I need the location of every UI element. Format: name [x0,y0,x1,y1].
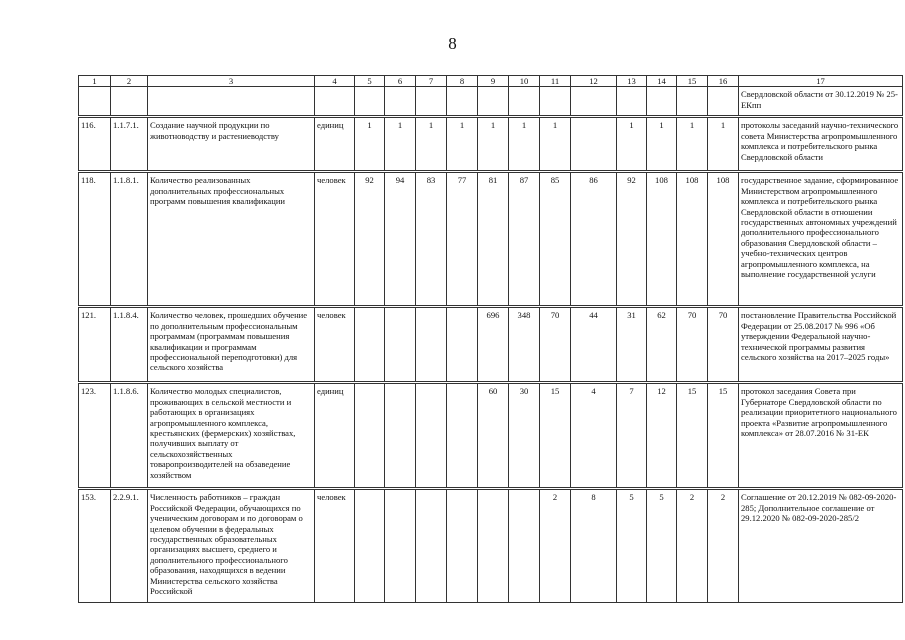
table-cell-col-6: 1 [385,117,416,172]
table-cell-col-9: 81 [478,172,509,307]
table-cell-col-14: 1 [647,117,677,172]
table-cell-col-17: протоколы заседаний научно-технического совета Министерства агропромышленного комплекса и потребительского рынка Свердловской области [739,117,903,172]
table-cell-col-2: 1.1.8.4. [111,307,148,383]
table-cell-col-8 [447,307,478,383]
table-cell-col-10: 30 [509,383,540,489]
column-number: 1 [79,76,111,87]
table-cell-col-1: 121. [79,307,111,383]
table-cell-col-13: 1 [617,117,647,172]
table-cell-col-2: 1.1.8.1. [111,172,148,307]
table-cell-col-1: 123. [79,383,111,489]
table-cell-col-1 [79,87,111,117]
table-cell-col-15: 2 [677,489,708,603]
table-cell-col-14: 5 [647,489,677,603]
column-number: 13 [617,76,647,87]
table-row [79,172,903,307]
table-cell-col-16: 15 [708,383,739,489]
table-cell-col-4: единиц [315,117,355,172]
table-cell-col-14: 12 [647,383,677,489]
column-number: 15 [677,76,708,87]
table-cell-col-15: 70 [677,307,708,383]
table-cell-col-9 [478,87,509,117]
table-cell-col-11: 85 [540,172,571,307]
table-cell-col-12 [571,87,617,117]
table-cell-col-10 [509,489,540,603]
table-cell-col-13: 31 [617,307,647,383]
table-cell-col-13: 7 [617,383,647,489]
column-number: 2 [111,76,148,87]
table-cell-col-6 [385,489,416,603]
table-cell-col-3: Создание научной продукции по животноводству и растениеводству [148,117,315,172]
table-row [79,307,903,383]
table-cell-col-11: 15 [540,383,571,489]
table-cell-col-2: 1.1.8.6. [111,383,148,489]
table-cell-col-3: Количество человек, прошедших обучение по дополнительным профессиональным программам (программам повышения квалификации и программам профессиональной переподготовки) для сельского хозяйства [148,307,315,383]
table-cell-col-5: 92 [355,172,385,307]
table-cell-col-8 [447,489,478,603]
table-cell-col-7 [416,87,447,117]
table-cell-col-16: 108 [708,172,739,307]
table-cell-col-7: 1 [416,117,447,172]
table-cell-col-1: 118. [79,172,111,307]
table-cell-col-7 [416,383,447,489]
table-row [79,117,903,172]
table-cell-col-3: Количество молодых специалистов, проживающих в сельской местности и работающих в организациях агропромышленного комплекса, крестьянских (фермерских) хозяйствах, получивших выплату от сельскохозяйственных товаропроизводителей на обзаведение хозяйством [148,383,315,489]
column-number: 9 [478,76,509,87]
table-cell-col-5 [355,87,385,117]
column-number: 14 [647,76,677,87]
table-cell-col-11 [540,87,571,117]
table-cell-col-5 [355,383,385,489]
table-cell-col-6: 94 [385,172,416,307]
table-cell-col-4: человек [315,172,355,307]
table-cell-col-7 [416,307,447,383]
table-cell-col-8: 77 [447,172,478,307]
table-row [79,87,903,117]
table-cell-col-5: 1 [355,117,385,172]
table-cell-col-14: 108 [647,172,677,307]
column-number: 17 [739,76,903,87]
table-cell-col-2 [111,87,148,117]
table-cell-col-10: 348 [509,307,540,383]
table-cell-col-13: 92 [617,172,647,307]
table-cell-col-6 [385,383,416,489]
page-number: 8 [448,34,457,53]
table-row [79,489,903,603]
table-cell-col-11: 1 [540,117,571,172]
column-number: 7 [416,76,447,87]
table-cell-col-12: 86 [571,172,617,307]
table-cell-col-16: 1 [708,117,739,172]
table-cell-col-9: 1 [478,117,509,172]
column-number-row [79,76,903,87]
table-cell-col-6 [385,307,416,383]
table-cell-col-15: 108 [677,172,708,307]
table-cell-col-16: 70 [708,307,739,383]
table-cell-col-7 [416,489,447,603]
table-cell-col-12: 8 [571,489,617,603]
table-cell-col-1: 153. [79,489,111,603]
column-number: 4 [315,76,355,87]
table-cell-col-4 [315,87,355,117]
table-cell-col-2: 1.1.7.1. [111,117,148,172]
table-cell-col-7: 83 [416,172,447,307]
table-cell-col-4: человек [315,307,355,383]
table-cell-col-1: 116. [79,117,111,172]
column-number: 16 [708,76,739,87]
column-number: 3 [148,76,315,87]
column-number: 11 [540,76,571,87]
table-cell-col-16: 2 [708,489,739,603]
table-cell-col-13: 5 [617,489,647,603]
table-cell-col-3 [148,87,315,117]
table-row [79,383,903,489]
table-cell-col-9: 60 [478,383,509,489]
table-cell-col-9: 696 [478,307,509,383]
table-cell-col-4: единиц [315,383,355,489]
table-cell-col-12: 4 [571,383,617,489]
table-cell-col-17: постановление Правительства Российской Федерации от 25.08.2017 № 996 «Об утверждении Федеральной научно-технической программы развития сельского хозяйства на 2017–2025 годы» [739,307,903,383]
table-cell-col-3: Численность работников – граждан Российской Федерации, обучающихся по ученическим договорам и по договорам о целевом обучении в федеральных государственных образовательных организациях высшего, среднего и дополнительного профессионального образования, находящихся в ведении Министерства сельского хозяйства Российской [148,489,315,603]
table-cell-col-14 [647,87,677,117]
column-number: 8 [447,76,478,87]
table-cell-col-8 [447,87,478,117]
table-cell-col-11: 70 [540,307,571,383]
table-cell-col-12 [571,117,617,172]
table-cell-col-10: 1 [509,117,540,172]
table-cell-col-5 [355,307,385,383]
table-cell-col-9 [478,489,509,603]
table-cell-col-10 [509,87,540,117]
table-cell-col-8: 1 [447,117,478,172]
column-number: 6 [385,76,416,87]
table-cell-col-17: государственное задание, сформированное Министерством агропромышленного комплекса и потребительского рынка Свердловской области в отношении государственных автономных учреждений дополнительного профессионального образования Свердловской области – учебно-технических центров агропромышленного комплекса, на выполнение государственной услуги [739,172,903,307]
table-cell-col-15: 1 [677,117,708,172]
table-cell-col-5 [355,489,385,603]
table-cell-col-13 [617,87,647,117]
table-cell-col-17: Соглашение от 20.12.2019 № 082-09-2020-285; Дополнительное соглашение от 29.12.2020 № 082-09-2020-285/2 [739,489,903,603]
table-cell-col-15 [677,87,708,117]
column-number: 12 [571,76,617,87]
table-cell-col-4: человек [315,489,355,603]
table-cell-col-17: Свердловской области от 30.12.2019 № 25-ЕКпп [739,87,903,117]
document-table [78,75,903,603]
table-cell-col-17: протокол заседания Совета при Губернаторе Свердловской области по реализации приоритетного национального проекта «Развитие агропромышленного комплекса» от 28.07.2016 № 31-ЕК [739,383,903,489]
table-cell-col-15: 15 [677,383,708,489]
table-cell-col-3: Количество реализованных дополнительных профессиональных программ повышения квалификации [148,172,315,307]
column-number: 5 [355,76,385,87]
table-cell-col-2: 2.2.9.1. [111,489,148,603]
column-number: 10 [509,76,540,87]
table-cell-col-12: 44 [571,307,617,383]
table-cell-col-16 [708,87,739,117]
table-cell-col-14: 62 [647,307,677,383]
table-cell-col-10: 87 [509,172,540,307]
table-cell-col-8 [447,383,478,489]
table-cell-col-6 [385,87,416,117]
table-cell-col-11: 2 [540,489,571,603]
